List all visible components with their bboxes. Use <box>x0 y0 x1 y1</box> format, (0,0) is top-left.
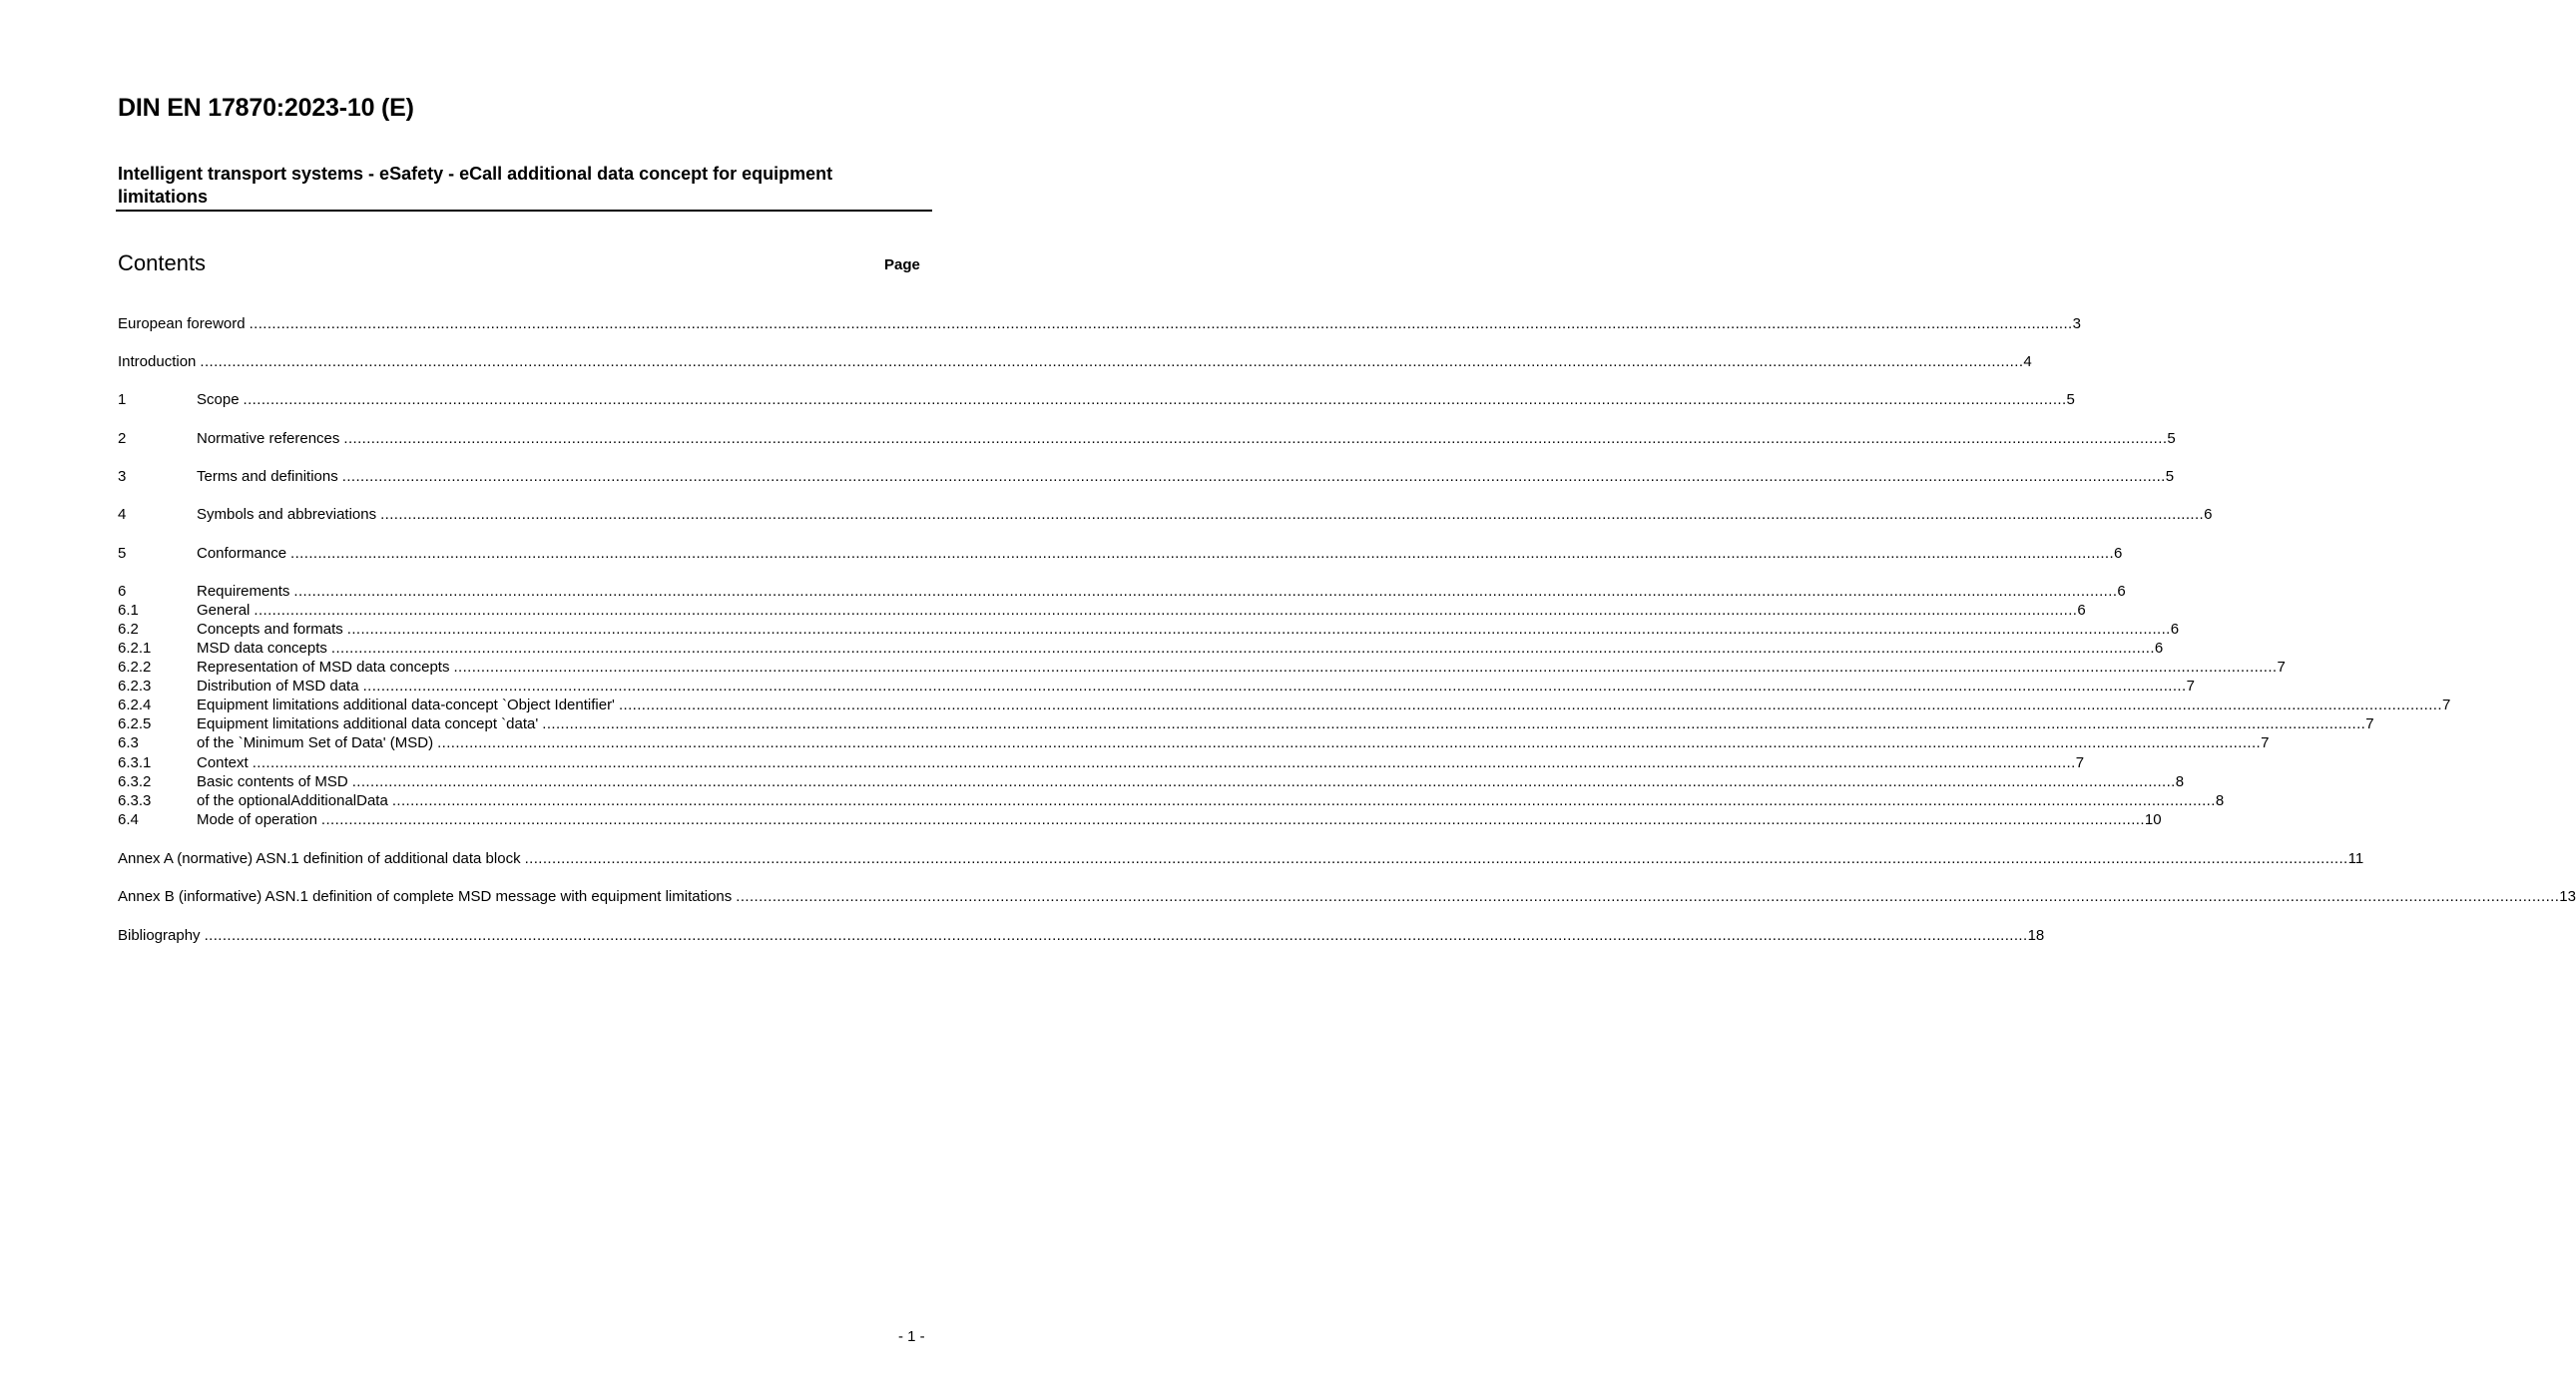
toc-entry[interactable] <box>118 927 2045 946</box>
toc-leader-dots: ................................................................................................................................................................................................................................................................................................................................................................................................................ <box>330 640 2155 657</box>
toc-entry-title: Terms and definitions <box>197 468 338 485</box>
toc-entry-title: Mode of operation <box>197 811 317 828</box>
toc-entry-page: 6 <box>2154 640 2164 657</box>
toc-entry-page: 6 <box>2170 621 2180 638</box>
toc-entry-page: 18 <box>2027 927 2045 944</box>
document-title: Intelligent transport systems - eSafety - eCall additional data concept for equipment limitations <box>118 164 833 207</box>
toc-entry-page: 13 <box>2559 888 2576 905</box>
toc-entry-page: 5 <box>2167 430 2176 447</box>
toc-entry-title: MSD data concepts <box>197 640 327 657</box>
toc-leader-dots: ................................................................................................................................................................................................................................................................................................................................................................................................................ <box>249 315 2073 332</box>
contents-heading: Contents <box>118 250 207 275</box>
toc-entry-page: 5 <box>2066 391 2075 408</box>
toc-entry[interactable] <box>118 792 2225 811</box>
toc-leader-dots: ................................................................................................................................................................................................................................................................................................................................................................................................................ <box>293 583 2118 600</box>
toc-entry[interactable] <box>118 811 2162 830</box>
toc-entry-page: 7 <box>2261 734 2270 751</box>
toc-entry[interactable] <box>118 621 2180 640</box>
toc-entry-title: Normative references <box>197 430 340 447</box>
footer-page-number: - 1 - <box>898 1328 925 1345</box>
toc-leader-dots: ................................................................................................................................................................................................................................................................................................................................................................................................................ <box>290 545 2115 562</box>
toc-entry-title: Bibliography <box>118 927 201 944</box>
toc-entry-title: Introduction <box>118 353 197 370</box>
toc-entry-number: 2 <box>118 430 127 447</box>
toc-entry-page: 6 <box>2117 583 2126 600</box>
toc-entry[interactable] <box>118 850 2364 869</box>
toc-entry-number: 6.2.3 <box>118 678 152 695</box>
toc-entry-page: 6 <box>2077 602 2086 619</box>
toc-entry-page: 4 <box>2023 353 2032 370</box>
toc-entry-title: Distribution of MSD data <box>197 678 359 695</box>
toc-leader-dots: ................................................................................................................................................................................................................................................................................................................................................................................................................ <box>351 773 2176 790</box>
toc-entry-title: Basic contents of MSD <box>197 773 348 790</box>
toc-leader-dots: ................................................................................................................................................................................................................................................................................................................................................................................................................ <box>524 850 2348 867</box>
toc-leader-dots: ................................................................................................................................................................................................................................................................................................................................................................................................................ <box>254 602 2078 619</box>
toc-entry-title: Scope <box>197 391 240 408</box>
toc-entry-number: 6.4 <box>118 811 139 828</box>
toc-entry[interactable] <box>118 545 2123 564</box>
toc-entry-page: 5 <box>2165 468 2175 485</box>
toc-entry-number: 6.2.1 <box>118 640 152 657</box>
toc-entry-title: Annex B (informative) ASN.1 definition of complete MSD message with equipment limitations <box>118 888 733 905</box>
toc-entry-number: 6.2.4 <box>118 697 152 713</box>
toc-entry-page: 7 <box>2277 659 2286 676</box>
toc-entry-number: 5 <box>118 545 127 562</box>
toc-leader-dots: ................................................................................................................................................................................................................................................................................................................................................................................................................ <box>736 888 2560 905</box>
toc-entry[interactable] <box>118 734 2270 753</box>
document-id: DIN EN 17870:2023-10 (E) <box>118 94 414 122</box>
toc-entry-title: Representation of MSD data concepts <box>197 659 450 676</box>
toc-entry[interactable] <box>118 506 2213 525</box>
toc-entry-title: Equipment limitations additional data-concept `Object Identifier' <box>197 697 615 713</box>
toc-entry[interactable] <box>118 773 2185 792</box>
toc-entry-title: General <box>197 602 251 619</box>
toc-entry-number: 6.2.5 <box>118 715 152 732</box>
toc-entry-title: of the `Minimum Set of Data' (MSD) <box>197 734 434 751</box>
toc-leader-dots: ................................................................................................................................................................................................................................................................................................................................................................................................................ <box>380 506 2205 523</box>
toc-entry[interactable] <box>118 583 2126 602</box>
toc-entry-number: 6.3.2 <box>118 773 152 790</box>
toc-leader-dots: ................................................................................................................................................................................................................................................................................................................................................................................................................ <box>341 468 2166 485</box>
toc-entry-number: 6.1 <box>118 602 139 619</box>
toc-leader-dots: ................................................................................................................................................................................................................................................................................................................................................................................................................ <box>252 754 2076 771</box>
toc-entry[interactable] <box>118 715 2374 734</box>
toc-leader-dots: ................................................................................................................................................................................................................................................................................................................................................................................................................ <box>437 734 2262 751</box>
toc-entry[interactable] <box>118 391 2075 410</box>
toc-entry-number: 4 <box>118 506 127 523</box>
toc-entry[interactable] <box>118 678 2195 697</box>
toc-entry-number: 3 <box>118 468 127 485</box>
toc-leader-dots: ................................................................................................................................................................................................................................................................................................................................................................................................................ <box>200 353 2024 370</box>
toc-leader-dots: ................................................................................................................................................................................................................................................................................................................................................................................................................ <box>243 391 2067 408</box>
toc-entry-page: 3 <box>2072 315 2081 332</box>
toc-entry[interactable] <box>118 602 2086 621</box>
toc-entry-number: 1 <box>118 391 127 408</box>
toc-entry-title: Requirements <box>197 583 290 600</box>
toc-entry[interactable] <box>118 659 2286 678</box>
toc-entry[interactable] <box>118 468 2175 487</box>
toc-entry[interactable] <box>118 640 2164 659</box>
toc-entry-page: 6 <box>2204 506 2213 523</box>
toc-entry-page: 7 <box>2186 678 2195 695</box>
toc-entry-title: Context <box>197 754 249 771</box>
toc-entry[interactable] <box>118 315 2081 334</box>
toc-entry-title: of the optionalAdditionalData <box>197 792 388 809</box>
toc-entry-number: 6.2 <box>118 621 139 638</box>
toc-entry-title: European foreword <box>118 315 246 332</box>
toc-entry-page: 7 <box>2365 715 2374 732</box>
toc-entry[interactable] <box>118 430 2176 449</box>
toc-entry-number: 6 <box>118 583 127 600</box>
toc-leader-dots: ................................................................................................................................................................................................................................................................................................................................................................................................................ <box>204 927 2028 944</box>
toc-entry-page: 6 <box>2114 545 2123 562</box>
toc-entry-title: Concepts and formats <box>197 621 343 638</box>
toc-entry[interactable] <box>118 353 2032 372</box>
toc-entry[interactable] <box>118 888 2576 907</box>
toc-entry-page: 8 <box>2175 773 2185 790</box>
toc-leader-dots: ................................................................................................................................................................................................................................................................................................................................................................................................................ <box>320 811 2145 828</box>
toc-entry-page: 10 <box>2144 811 2162 828</box>
toc-entry-number: 6.3.3 <box>118 792 152 809</box>
toc-entry-number: 6.3 <box>118 734 139 751</box>
toc-entry-title: Annex A (normative) ASN.1 definition of additional data block <box>118 850 521 867</box>
toc-entry-number: 6.2.2 <box>118 659 152 676</box>
toc-leader-dots: ................................................................................................................................................................................................................................................................................................................................................................................................................ <box>453 659 2278 676</box>
title-divider <box>116 210 932 212</box>
toc-entry-title: Symbols and abbreviations <box>197 506 377 523</box>
toc-entry-title: Equipment limitations additional data concept `data' <box>197 715 539 732</box>
toc-entry-page: 7 <box>2075 754 2085 771</box>
toc-leader-dots: ................................................................................................................................................................................................................................................................................................................................................................................................................ <box>542 715 2366 732</box>
toc-entry-page: 11 <box>2347 850 2364 867</box>
toc-leader-dots: ................................................................................................................................................................................................................................................................................................................................................................................................................ <box>362 678 2187 695</box>
toc-leader-dots: ................................................................................................................................................................................................................................................................................................................................................................................................................ <box>618 697 2442 713</box>
toc-leader-dots: ................................................................................................................................................................................................................................................................................................................................................................................................................ <box>346 621 2171 638</box>
toc-entry-page: 8 <box>2215 792 2225 809</box>
toc-entry-number: 6.3.1 <box>118 754 152 771</box>
toc-leader-dots: ................................................................................................................................................................................................................................................................................................................................................................................................................ <box>391 792 2216 809</box>
toc-entry[interactable] <box>118 697 2451 715</box>
toc-leader-dots: ................................................................................................................................................................................................................................................................................................................................................................................................................ <box>343 430 2168 447</box>
page-column-heading: Page <box>884 256 920 273</box>
toc-entry[interactable] <box>118 754 2085 773</box>
toc-entry-page: 7 <box>2441 697 2451 713</box>
toc-entry-title: Conformance <box>197 545 287 562</box>
